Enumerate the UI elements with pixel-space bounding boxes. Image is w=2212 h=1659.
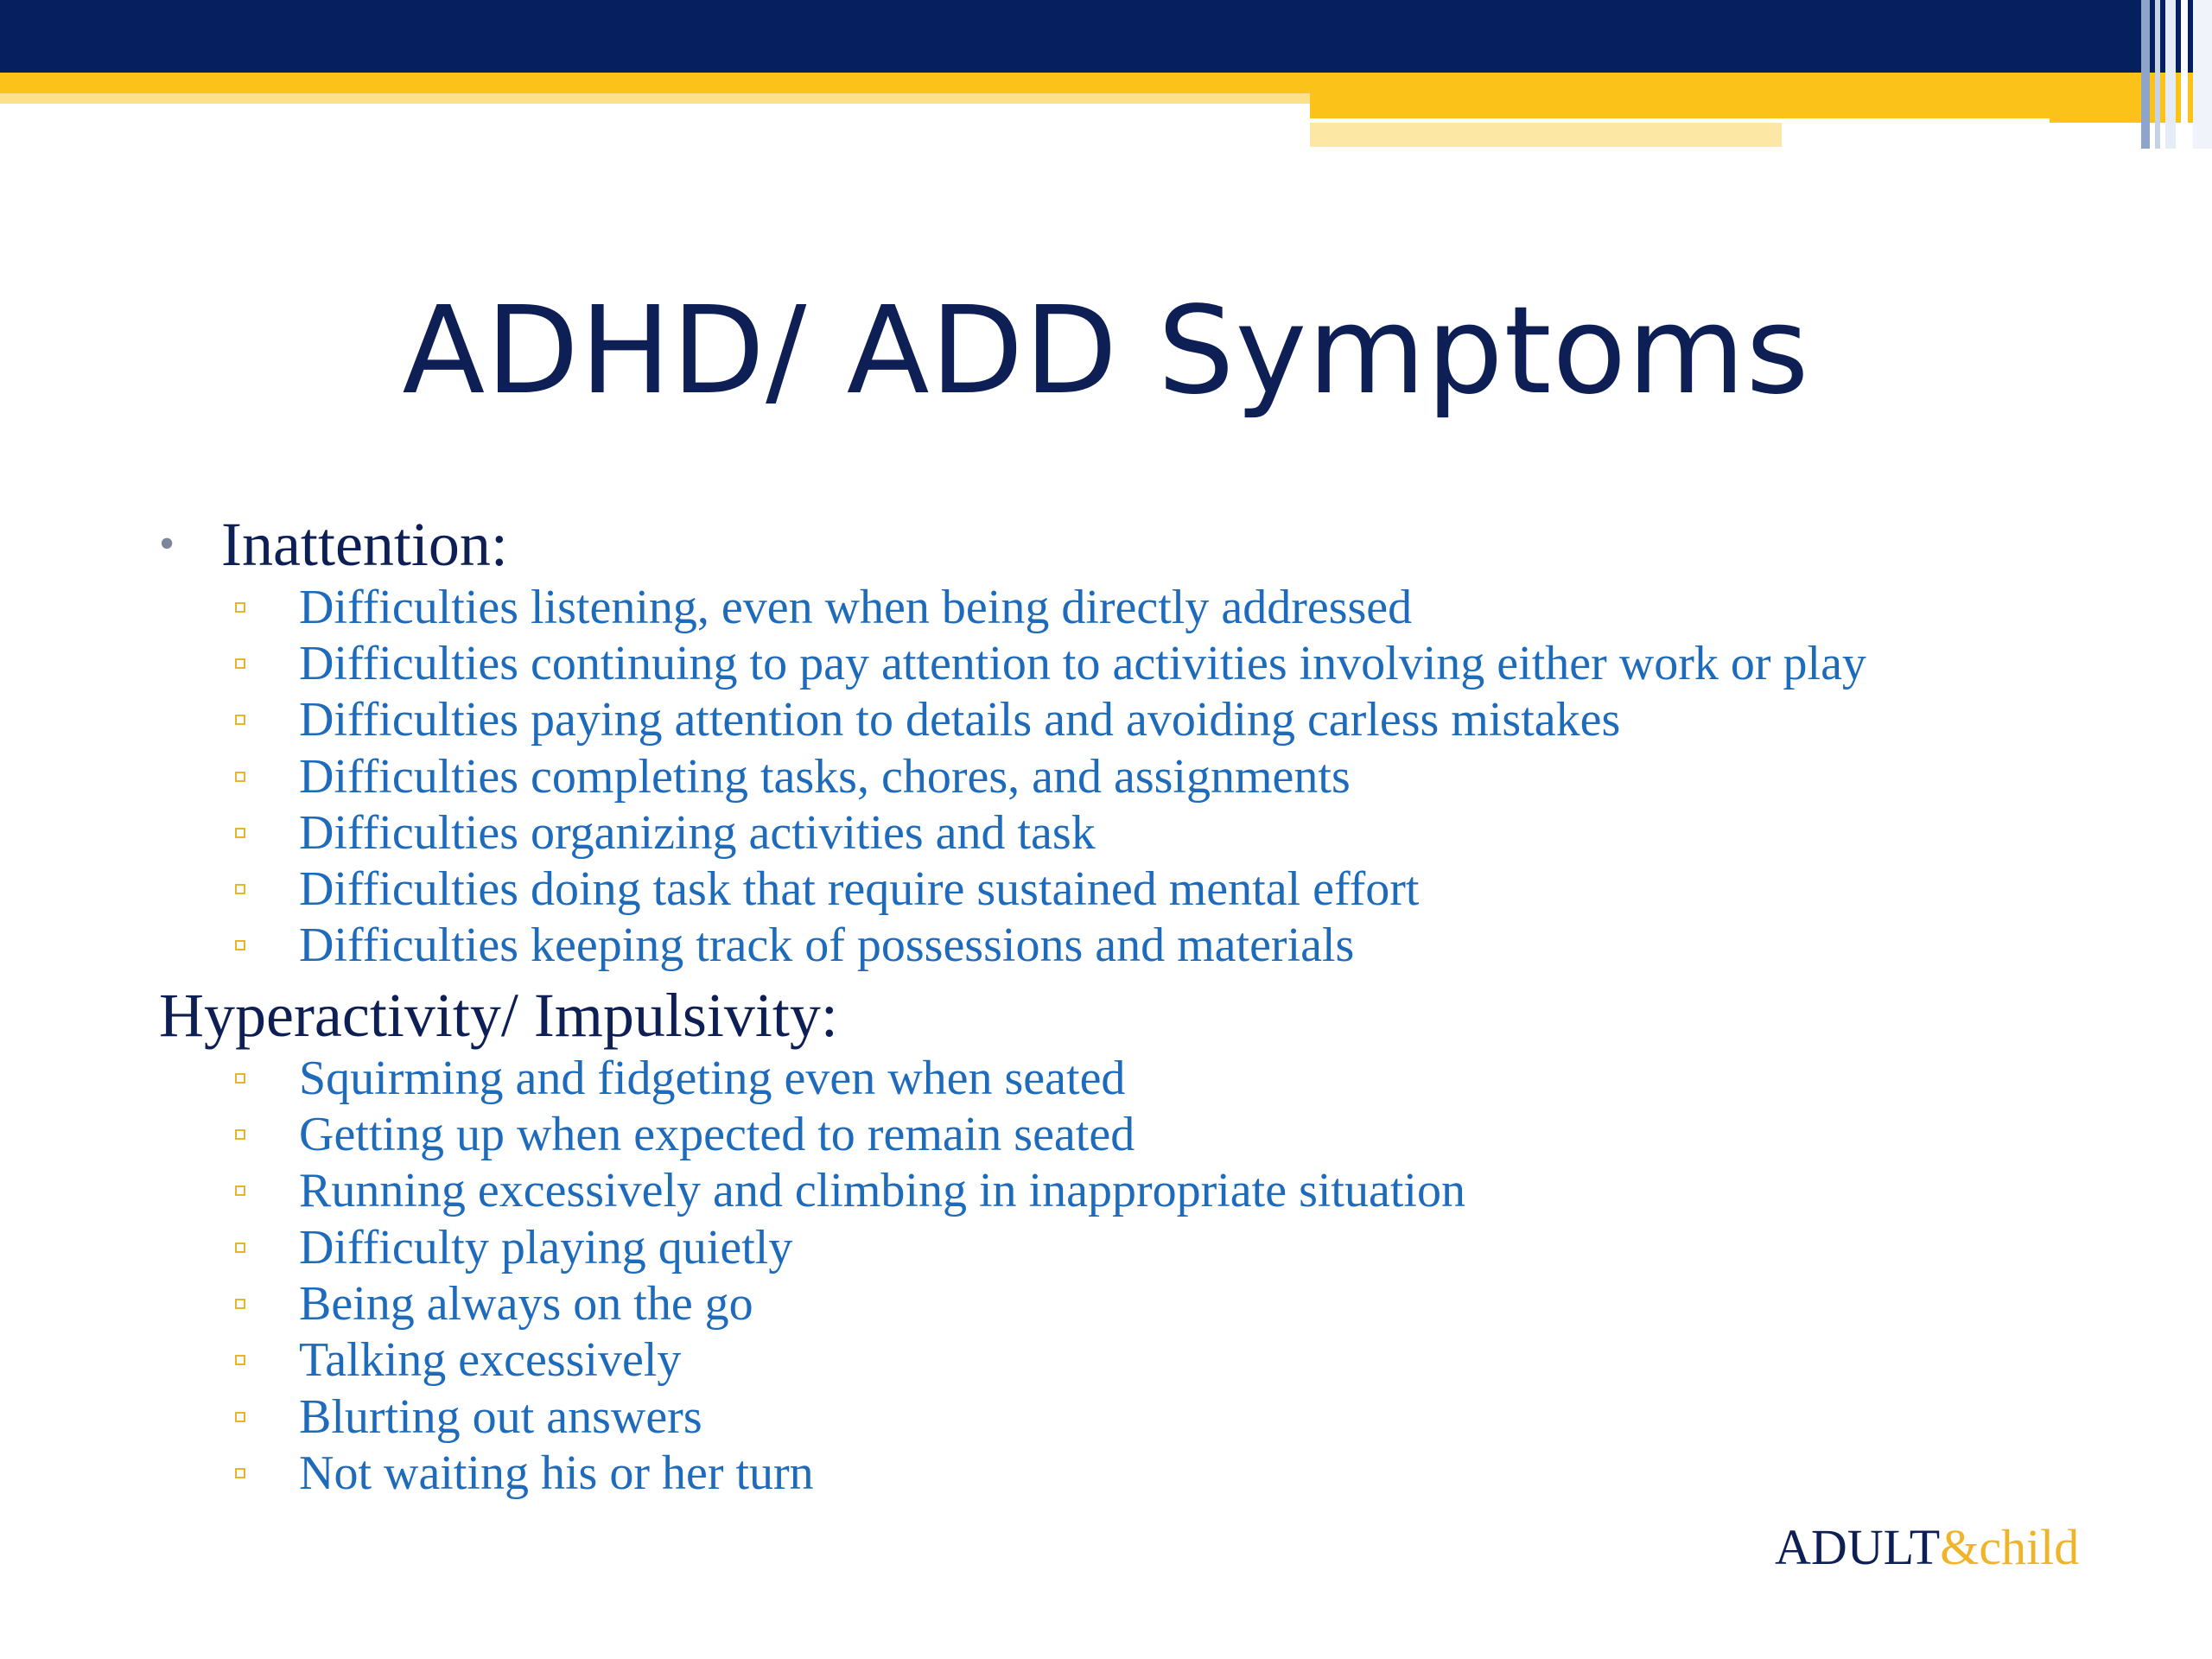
slide-title: ADHD/ ADD Symptoms: [402, 281, 1810, 422]
square-bullet-icon: [235, 658, 245, 669]
square-bullet-icon: [235, 884, 245, 894]
list-item-text: Difficulties doing task that require sustained mental effort: [299, 862, 1420, 917]
list-item: [159, 1219, 2146, 1275]
square-bullet-icon: [235, 1185, 245, 1196]
square-bullet-icon: [235, 1243, 245, 1253]
header-band-gold-right: [1310, 73, 2212, 123]
list-item-text: Difficulties listening, even when being directly addressed: [299, 580, 1413, 634]
header-stripe: [2141, 0, 2150, 149]
list-item-text: Difficulties continuing to pay attention to activities involving either work or play: [299, 636, 1866, 690]
square-bullet-icon: [235, 1299, 245, 1309]
section-heading-text: Inattention:: [221, 510, 508, 579]
logo-text-adult: ADULT: [1775, 1519, 1941, 1575]
list-item-text: Difficulty playing quietly: [299, 1220, 793, 1274]
square-bullet-icon: [235, 828, 245, 838]
list-item: [159, 748, 2146, 804]
square-bullet-icon: [235, 1129, 245, 1140]
inattention-list: [159, 579, 2146, 974]
square-bullet-icon: [235, 1073, 245, 1084]
list-item: [159, 1445, 2146, 1501]
header-band-navy: [0, 0, 2212, 73]
list-item: [159, 1332, 2146, 1389]
list-item: [159, 1106, 2146, 1162]
logo-text-child: &child: [1940, 1519, 2080, 1575]
section-heading-text: Hyperactivity/ Impulsivity:: [159, 981, 838, 1051]
list-item-text: Talking excessively: [299, 1333, 682, 1388]
list-item-text: Difficulties completing tasks, chores, and assignments: [299, 749, 1351, 804]
list-item: [159, 861, 2146, 917]
square-bullet-icon: [235, 1355, 245, 1365]
slide-content: [159, 510, 2146, 1501]
header-band-gold-light: [1310, 123, 1782, 147]
list-item-text: Difficulties keeping track of possessions and materials: [299, 918, 1355, 973]
header-stripe: [2181, 0, 2188, 149]
header-stripe: [2165, 0, 2176, 149]
header-stripe: [2155, 0, 2160, 149]
list-item-text: Blurting out answers: [299, 1389, 702, 1444]
square-bullet-icon: [235, 1412, 245, 1422]
hyperactivity-list: [159, 1050, 2146, 1501]
square-bullet-icon: [235, 1468, 245, 1478]
list-item: [159, 579, 2146, 635]
list-item-text: Running excessively and climbing in inappropriate situation: [299, 1164, 1465, 1218]
list-item: [159, 1275, 2146, 1332]
header-stripe: [2193, 0, 2212, 149]
list-item: [159, 692, 2146, 748]
square-bullet-icon: [235, 715, 245, 725]
square-bullet-icon: [235, 772, 245, 782]
brand-logo: [1775, 1519, 2080, 1575]
square-bullet-icon: [235, 940, 245, 950]
list-item: [159, 1389, 2146, 1445]
list-item-text: Difficulties paying attention to details and avoiding carless mistakes: [299, 693, 1621, 747]
list-item: [159, 918, 2146, 974]
list-item-text: Difficulties organizing activities and task: [299, 805, 1096, 860]
section-heading-hyperactivity: [159, 981, 2146, 1050]
square-bullet-icon: [235, 602, 245, 613]
list-item-text: Getting up when expected to remain seated: [299, 1108, 1135, 1162]
list-item-text: Being always on the go: [299, 1276, 753, 1331]
section-heading-inattention: [159, 510, 2146, 579]
list-item: [159, 635, 2146, 691]
list-item: [159, 1163, 2146, 1219]
list-item-text: Not waiting his or her turn: [299, 1446, 814, 1500]
list-item: [159, 804, 2146, 861]
header-band-gold: [0, 73, 1310, 93]
list-item: [159, 1050, 2146, 1106]
header-band-gold-thin: [0, 93, 1310, 104]
bullet-dot-icon: •: [159, 519, 175, 569]
list-item-text: Squirming and fidgeting even when seated: [299, 1051, 1126, 1105]
